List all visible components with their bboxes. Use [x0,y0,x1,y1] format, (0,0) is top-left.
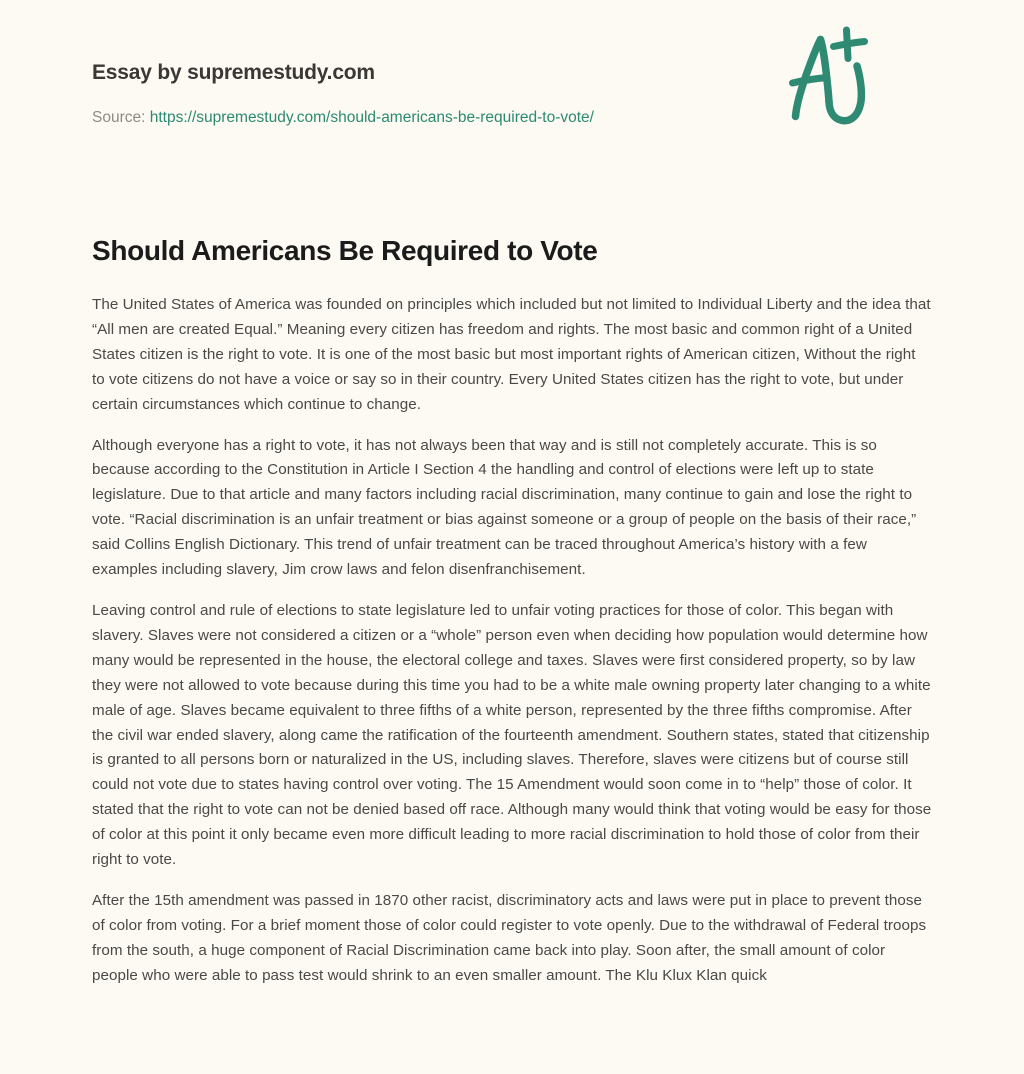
paragraph: The United States of America was founded on principles which included but not limited to Individual Liberty and the idea that “All men are created Equal.” Meaning every citizen has freedom and rights. The most basic and common right of a United States citizen is the right to vote. It is one of the most basic but most important rights of American citizen, Without the right to vote citizens do not have a voice or say so in their country. Every United States citizen has the right to vote, but under certain circumstances which continue to change. [92,296,931,413]
page-header [92,0,932,158]
article-body [92,268,932,989]
paragraph: Although everyone has a right to vote, it has not always been that way and is still not completely accurate. This is so because according to the Constitution in Article I Section 4 the handling and control of elections were left up to state legislature. Due to that article and many factors including racial discrimination, many continue to gain and lose the right to vote. “Racial discrimination is an unfair treatment or bias against someone or a group of people on the basis of their race,” said Collins English Dictionary. This trend of unfair treatment can be traced throughout America’s history with a few examples including slavery, Jim crow laws and felon disenfranchisement. [92,436,917,579]
paragraph: After the 15th amendment was passed in 1870 other racist, discriminatory acts and laws were put in place to prevent those of color from voting. For a brief moment those of color could register to vote openly. Due to the withdrawal of Federal troops from the south, a huge component of Racial Discrimination came back into play. Soon after, the small amount of color people who were able to pass test would shrink to an even smaller amount. The Klu Klux Klan quick [92,891,927,984]
source-label: Source: [92,109,146,126]
page-title: Should Americans Be Required to Vote [92,235,598,266]
a-plus-logo-icon [748,8,880,140]
byline: Essay by supremestudy.com [92,61,375,84]
paragraph: Leaving control and rule of elections to state legislature led to unfair voting practices for those of color. This began with slavery. Slaves were not considered a citizen or a “whole” person even when deciding how population would determine how many would be represented in the house, the electoral college and taxes. Slaves were first considered property, so by law they were not allowed to vote because during this time you had to be a white male owning property later changing to a white male of age. Slaves became equivalent to three fifths of a white person, represented by the three fifths compromise. After the civil war ended slavery, along came the ratification of the fourteenth amendment. Southern states, stated that citizenship is granted to all persons born or naturalized in the US, including slaves. Therefore, slaves were citizens but of course still could not vote due to states having control over voting. The 15 Amendment would soon come in to “help” those of color. It stated that the right to vote can not be denied based off race. Although many would think that voting would be easy for those of color at this point it only became even more difficult leading to more racial discrimination to hold those of color from their right to vote. [92,601,932,869]
source-url-link[interactable]: https://supremestudy.com/should-americans-be-required-to-vote/ [149,109,594,126]
